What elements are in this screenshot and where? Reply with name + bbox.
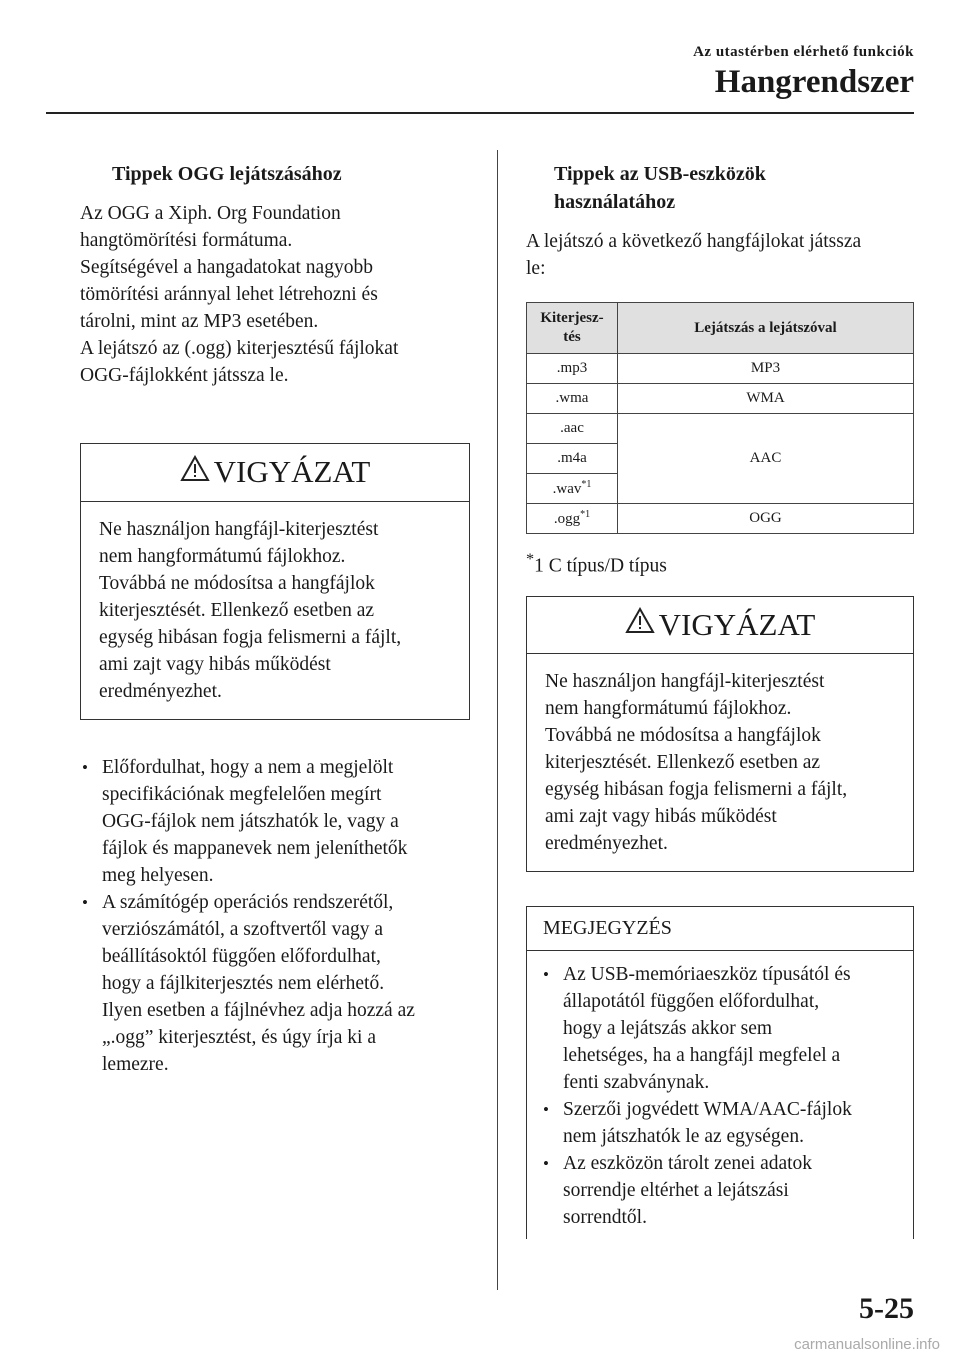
text-line: nem játszhatók le az egységen.	[563, 1126, 804, 1148]
header-title: Hangrendszer	[714, 64, 914, 100]
text-line: A számítógép operációs rendszerétől,	[102, 891, 394, 913]
text-line: Továbbá ne módosítsa a hangfájlok	[99, 572, 375, 594]
header-subtitle: Az utastérben elérhető funkciók	[693, 44, 914, 60]
table-cell: OGG	[618, 504, 914, 534]
note-body	[527, 951, 913, 1239]
caution-header	[81, 444, 469, 502]
text-line: egység hibásan fogja felismerni a fájlt,	[545, 779, 848, 801]
text-line: OGG-fájlokként játssza le.	[80, 365, 289, 386]
footnote-asterisk: *	[526, 550, 535, 568]
ogg-intro	[80, 200, 470, 389]
caution-title: VIGYÁZAT	[213, 454, 371, 489]
text-line: tárolni, mint az MP3 esetében.	[80, 311, 319, 332]
text-line: hogy a fájlkiterjesztés nem elérhető.	[102, 972, 385, 994]
file-format-table	[526, 302, 914, 534]
text-line: specifikációnak megfelelően megírt	[102, 783, 382, 805]
text-line: tés	[563, 329, 581, 345]
table-header-row	[527, 303, 914, 354]
text-line: eredményezhet.	[99, 680, 222, 702]
caution-body	[81, 502, 469, 719]
note-box	[526, 906, 914, 1239]
text-line: Ne használjon hangfájl-kiterjesztést	[99, 518, 379, 540]
text-line: Segítségével a hangadatokat nagyobb	[80, 257, 373, 278]
text-line: ami zajt vagy hibás működést	[545, 806, 777, 828]
list-item	[541, 1096, 899, 1150]
bullet-icon: •	[82, 892, 88, 912]
caution-box	[526, 596, 914, 873]
caution-body	[527, 654, 913, 871]
text-line: eredményezhet.	[545, 833, 668, 855]
table-cell: .m4a	[527, 444, 618, 474]
col-header-extension	[527, 303, 618, 354]
table-row	[527, 504, 914, 534]
ogg-tips-list	[80, 754, 470, 1078]
text-line: Kiterjesz-	[540, 310, 604, 326]
text-line: fájlok és mappanevek nem jeleníthetők	[102, 837, 408, 859]
note-title: MEGJEGYZÉS	[527, 907, 913, 951]
table-row	[527, 354, 914, 384]
list-item	[541, 961, 899, 1096]
text-line: ami zajt vagy hibás működést	[99, 653, 331, 675]
list-item	[541, 1150, 899, 1231]
text-line: nem hangformátumú fájlokhoz.	[545, 698, 792, 720]
usb-intro	[526, 228, 914, 282]
text-line: használatához	[554, 191, 676, 213]
table-cell: .mp3	[527, 354, 618, 384]
text-line: Szerzői jogvédett WMA/AAC-fájlok	[563, 1099, 852, 1121]
table-cell	[527, 474, 618, 504]
right-column	[526, 160, 914, 1239]
text-line: Az USB-memóriaeszköz típusától és	[563, 964, 851, 986]
text-line: lemezre.	[102, 1053, 169, 1075]
cell-text: .wav	[552, 481, 582, 497]
text-line: A lejátszó az (.ogg) kiterjesztésű fájlokat	[80, 338, 399, 359]
table-cell	[527, 504, 618, 534]
left-column	[80, 160, 470, 1078]
text-line: egység hibásan fogja felismerni a fájlt,	[99, 626, 402, 648]
caution-title: VIGYÁZAT	[658, 606, 816, 642]
text-line: beállításoktól függően előfordulhat,	[102, 945, 381, 967]
bullet-icon: •	[543, 1100, 549, 1120]
text-line: hangtömörítési formátuma.	[80, 230, 293, 251]
text-line: Továbbá ne módosítsa a hangfájlok	[545, 725, 821, 747]
note-list	[541, 961, 899, 1231]
list-item	[80, 889, 470, 1078]
list-item	[80, 754, 470, 889]
text-line: Tippek az USB-eszközök	[554, 163, 766, 185]
warning-triangle-icon	[625, 606, 655, 642]
text-line: Az eszközön tárolt zenei adatok	[563, 1153, 813, 1175]
text-line: „.ogg” kiterjesztést, és úgy írja ki a	[102, 1026, 376, 1048]
text-line: Az OGG a Xiph. Org Foundation	[80, 203, 341, 224]
section-title-ogg: Tippek OGG lejátszásához	[112, 163, 342, 185]
text-line: fenti szabványnak.	[563, 1072, 710, 1094]
table-cell: MP3	[618, 354, 914, 384]
table-row	[527, 414, 914, 444]
bullet-icon: •	[82, 757, 88, 777]
text-line: kiterjesztését. Ellenkező esetben az	[99, 599, 375, 621]
text-line: tömörítési aránnyal lehet létrehozni és	[80, 284, 378, 305]
text-line: kiterjesztését. Ellenkező esetben az	[545, 752, 821, 774]
text-line: Ilyen esetben a fájlnévhez adja hozzá az	[102, 999, 415, 1021]
text-line: verziószámától, a szoftvertől vagy a	[102, 918, 384, 940]
text-line: lehetséges, ha a hangfájl megfelel a	[563, 1045, 841, 1067]
text-line: hogy a lejátszás akkor sem	[563, 1018, 773, 1040]
col-header-playback: Lejátszás a lejátszóval	[618, 303, 914, 354]
text-line: Ne használjon hangfájl-kiterjesztést	[545, 671, 825, 693]
footnote-marker: *1	[580, 509, 591, 520]
section-title-usb	[526, 160, 914, 216]
text-line: meg helyesen.	[102, 864, 214, 886]
header-rule	[46, 112, 914, 114]
table-cell: AAC	[618, 414, 914, 504]
table-row	[527, 384, 914, 414]
table-cell: .aac	[527, 414, 618, 444]
watermark-text: carmanualsonline.info	[794, 1336, 940, 1353]
text-line: OGG-fájlok nem játszhatók le, vagy a	[102, 810, 399, 832]
text-line: sorrendtől.	[563, 1207, 647, 1229]
text-line: nem hangformátumú fájlokhoz.	[99, 545, 346, 567]
table-footnote	[526, 546, 914, 580]
bullet-icon: •	[543, 965, 549, 985]
footnote-text: 1 C típus/D típus	[534, 555, 667, 577]
column-divider	[497, 150, 498, 1290]
warning-triangle-icon	[180, 454, 210, 490]
caution-box	[80, 443, 470, 720]
footnote-marker: *1	[581, 479, 592, 490]
text-line: le:	[526, 258, 546, 279]
text-line: Előfordulhat, hogy a nem a megjelölt	[102, 756, 394, 778]
page-number: 5-25	[859, 1292, 914, 1325]
text-line: állapotától függően előfordulhat,	[563, 991, 820, 1013]
text-line: A lejátszó a következő hangfájlokat játssza	[526, 231, 862, 252]
text-line: sorrendje eltérhet a lejátszási	[563, 1180, 789, 1202]
table-cell: WMA	[618, 384, 914, 414]
bullet-icon: •	[543, 1154, 549, 1174]
table-cell: .wma	[527, 384, 618, 414]
cell-text: .ogg	[553, 511, 581, 527]
caution-header	[527, 597, 913, 655]
